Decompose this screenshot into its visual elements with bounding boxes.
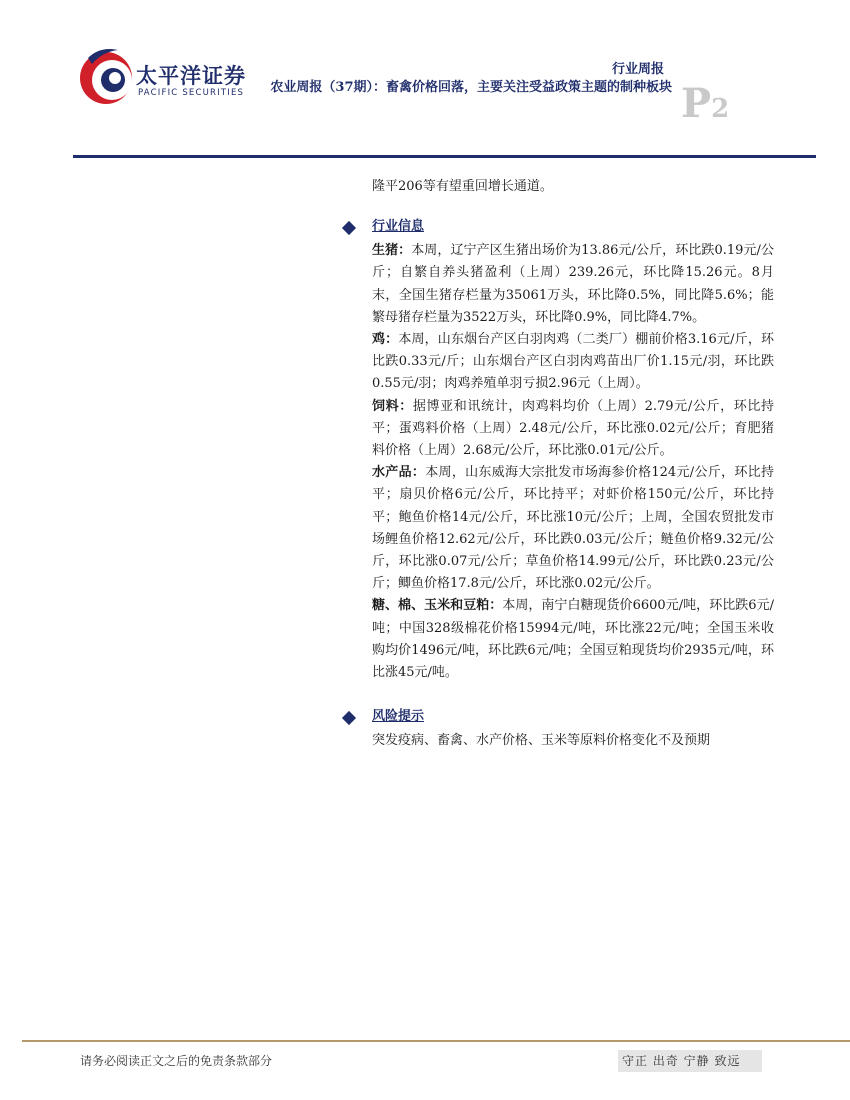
industry-item-chicken — [372, 329, 774, 396]
risk-text: 突发疫病、畜禽、水产价格、玉米等原料价格变化不及预期 — [372, 733, 711, 749]
brand-name-cn: 太平洋证券 — [136, 64, 246, 88]
item-text: 本周，辽宁产区生猪出场价为13.86元/公斤，环比跌0.19元/公斤；自繁自养头猪盈利（上周）239.26元，环比降15.26元。8月末，全国生猪存栏量为35061万头，环比降0.5%，同比降5.6%；能繁母猪存栏量为3522万头，环比降0.9%，同比降4.7%。 — [372, 243, 774, 325]
risk-section-title: 风险提示 — [372, 709, 425, 725]
item-label: 生猪： — [372, 243, 412, 259]
industry-item-hog — [372, 240, 774, 329]
footer-divider — [22, 1040, 850, 1042]
industry-item-aquatic — [372, 462, 774, 595]
report-title: 农业周报（37期）：畜禽价格回落，主要关注受益政策主题的制种板块 — [270, 80, 672, 95]
industry-section-title: 行业信息 — [372, 219, 425, 235]
page-letter: P — [681, 80, 712, 127]
item-label: 水产品： — [372, 465, 426, 481]
item-label: 糖、棉、玉米和豆粕： — [372, 598, 503, 614]
footer-disclaimer: 请务必阅读正文之后的免责条款部分 — [80, 1054, 273, 1068]
diamond-bullet-icon — [342, 711, 356, 725]
footer-motto: 守正 出奇 宁静 致远 — [618, 1050, 762, 1072]
item-text: 据博亚和讯统计，肉鸡料均价（上周）2.79元/公斤，环比持平；蛋鸡料价格（上周）2.48元/公斤，环比涨0.02元/公斤；育肥猪料价格（上周）2.68元/公斤，环比涨0.01元/公斤。 — [372, 398, 774, 459]
risk-section-header — [372, 706, 774, 730]
item-text: 本周，山东烟台产区白羽肉鸡（二类厂）棚前价格3.16元/斤，环比跌0.33元/斤；山东烟台产区白羽肉鸡苗出厂价1.15元/羽，环比跌0.55元/羽；肉鸡养殖单羽亏损2.96元（上周）。 — [372, 332, 774, 392]
main-content — [372, 176, 774, 752]
item-label: 鸡： — [372, 332, 399, 348]
item-label: 饲料： — [372, 398, 413, 414]
page-number — [681, 80, 729, 127]
item-text: 本周，南宁白糖现货价6600元/吨，环比跌6元/吨；中国328级棉花价格15994元/吨，环比涨22元/吨；全国玉米收购均价1496元/吨，环比跌6元/吨；全国豆粕现货均价2935元/吨，环比涨45元/吨。 — [372, 598, 774, 681]
item-text: 本周，山东威海大宗批发市场海参价格124元/公斤，环比持平；扇贝价格6元/公斤，环比持平；对虾价格150元/公斤，环比持平；鲍鱼价格14元/公斤，环比涨10元/公斤；上周，全国农贸批发市场鲤鱼价格12.62元/公斤，环比跌0.03元/公斤；鲢鱼价格9.32元/公斤，环比涨0.07元/公斤；草鱼价格14.99元/公斤，环比跌0.23元/公斤；鲫鱼价格17.8元/公斤，环比涨0.02元/公斤。 — [372, 465, 774, 592]
industry-item-commodities — [372, 595, 774, 684]
company-logo — [78, 44, 253, 114]
pacific-securities-logo-icon — [78, 44, 136, 112]
intro-line: 隆平206等有望重回增长通道。 — [372, 179, 553, 194]
brand-name-en: PACIFIC SECURITIES — [138, 88, 245, 98]
diamond-bullet-icon — [342, 221, 356, 235]
report-type: 行业周报 — [611, 62, 664, 77]
page-digit: 2 — [711, 94, 730, 124]
industry-item-feed — [372, 396, 774, 463]
industry-section-header — [372, 216, 774, 240]
header-divider — [73, 155, 816, 158]
